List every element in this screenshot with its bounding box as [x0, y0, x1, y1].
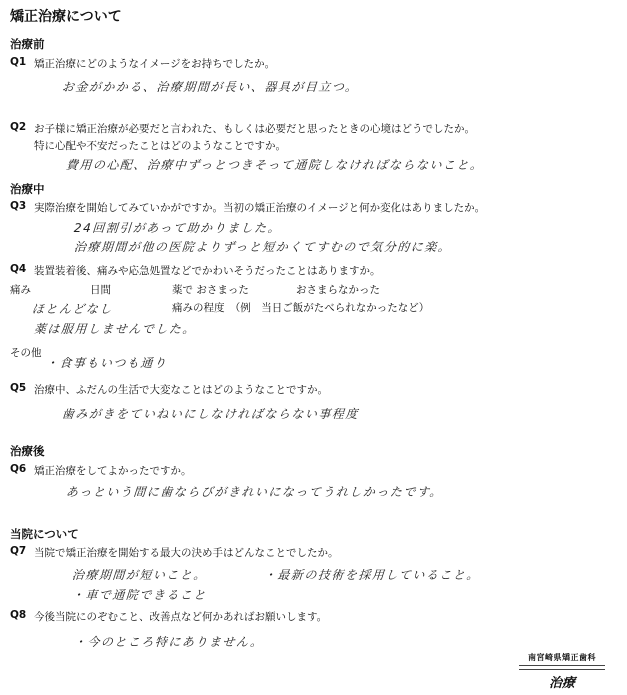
- q4-answer-medicine: 薬は服用しませんでした。: [33, 322, 197, 336]
- clinic-seal: [519, 652, 605, 691]
- q8-question: 今後当院にのぞむこと、改善点など何かあればお願いします。: [34, 611, 328, 623]
- q3-question: 実際治療を開始してみていかがですか。当初の矯正治療のイメージと何か変化はありましたか。: [34, 202, 486, 214]
- q7-number: Q7: [10, 545, 27, 557]
- clinic-seal-divider: [519, 665, 605, 670]
- q2-number: Q2: [10, 121, 27, 133]
- q4-other-answer: ・食事もいつも通り: [45, 356, 168, 370]
- section-heading-during: 治療中: [10, 182, 45, 196]
- q1-answer: お金がかかる、治療期間が長い、器具が目立つ。: [61, 80, 359, 94]
- q4-pain-label: 痛み: [10, 284, 31, 296]
- clinic-seal-name: 南宮崎県矯正歯科: [528, 653, 596, 662]
- q5-number: Q5: [10, 382, 27, 394]
- clinic-seal-signature: 治療: [548, 676, 575, 691]
- q2-question: お子様に矯正治療が必要だと言われた、もしくは必要だと思ったときの心境はどうでしたか。: [34, 123, 475, 135]
- q4-answer-pain: ほとんどなし: [31, 302, 114, 316]
- q1-question: 矯正治療にどのようなイメージをお持ちでしたか。: [34, 58, 276, 70]
- page-title: 矯正治療について: [10, 9, 122, 25]
- q4-not-settled-label: おさまらなかった: [296, 284, 380, 296]
- q2-question-line2: 特に心配や不安だったことはどのようなことですか。: [34, 140, 286, 152]
- q4-medicine-label: 薬で おさまった: [172, 284, 249, 296]
- q8-answer: ・今のところ特にありません。: [73, 635, 265, 649]
- q3-answer-1: 24回割引があって助かりました。: [73, 221, 282, 235]
- q4-number: Q4: [10, 263, 27, 275]
- q4-days-label: 日間: [90, 284, 111, 296]
- section-heading-after: 治療後: [10, 444, 45, 458]
- q6-number: Q6: [10, 463, 27, 475]
- q8-number: Q8: [10, 609, 27, 621]
- section-heading-before: 治療前: [10, 37, 45, 51]
- q4-question: 装置装着後、痛みや応急処置などでかわいそうだったことはありますか。: [34, 265, 381, 277]
- q2-answer: 費用の心配、治療中ずっとつきそって通院しなければならないこと。: [65, 158, 485, 172]
- q3-answer-2: 治療期間が他の医院よりずっと短かくてすむので気分的に楽。: [73, 240, 452, 254]
- q1-number: Q1: [10, 56, 27, 68]
- q7-answer-1b: ・最新の技術を採用していること。: [263, 568, 481, 582]
- q4-pain-degree-label: 痛みの程度 （例 当日ご飯がたべられなかったなど）: [172, 302, 430, 314]
- q7-question: 当院で矯正治療を開始する最大の決め手はどんなことでしたか。: [34, 547, 339, 559]
- q7-answer-1: 治療期間が短いこと。: [71, 568, 208, 582]
- q3-number: Q3: [10, 200, 27, 212]
- q7-answer-2: ・車で通院できること: [71, 588, 208, 602]
- q6-question: 矯正治療をしてよかったですか。: [34, 465, 192, 477]
- q6-answer: あっという間に歯ならびがきれいになってうれしかったです。: [65, 485, 444, 499]
- section-heading-clinic: 当院について: [10, 527, 79, 541]
- q5-answer: 歯みがきをていねいにしなければならない事程度: [61, 407, 360, 421]
- q5-question: 治療中、ふだんの生活で大変なことはどのようなことですか。: [34, 384, 328, 396]
- q4-other-label: その他: [10, 347, 42, 359]
